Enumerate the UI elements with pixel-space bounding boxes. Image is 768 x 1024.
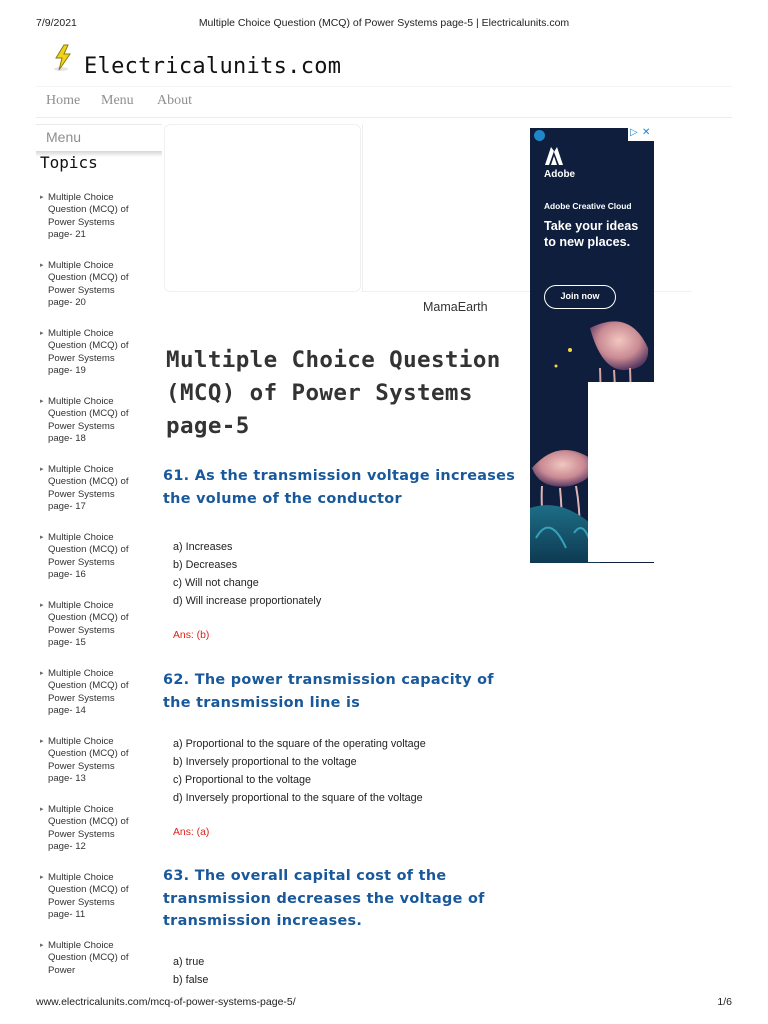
option: b) Inversely proportional to the voltage — [173, 756, 357, 768]
options-63 — [173, 953, 208, 989]
ad-choices-icon[interactable] — [534, 130, 545, 141]
bullet-icon: ▸ — [40, 602, 44, 609]
close-icon[interactable]: ✕ — [642, 128, 651, 138]
site-name[interactable]: Electricalunits.com — [84, 54, 342, 79]
option: a) true — [173, 956, 205, 968]
ad-brand: Adobe — [544, 169, 576, 180]
topic-link[interactable]: ▸ Multiple Choice Question (MCQ) of Power Systems page- 12 — [40, 804, 129, 853]
page-title: Multiple Choice Question (MCQ) of Power Systems page-5 — [166, 347, 501, 439]
sidebar-menu-toggle[interactable] — [36, 124, 162, 154]
question-61: 61. As the transmission voltage increases the volume of the conductor — [163, 468, 516, 507]
ad-controls[interactable] — [628, 128, 654, 141]
ad-caption[interactable]: MamaEarth — [423, 300, 488, 314]
option: b) Decreases — [173, 559, 238, 571]
top-navigation — [36, 86, 732, 118]
topic-link[interactable]: ▸ Multiple Choice Question (MCQ) of Power Systems page- 21 — [40, 192, 129, 241]
nav-home-link[interactable]: Home — [46, 93, 81, 108]
option: a) Increases — [173, 541, 233, 553]
adobe-logo-icon — [544, 146, 564, 170]
print-date: 7/9/2021 — [36, 17, 77, 29]
answer-62: Ans: (a) — [173, 827, 210, 838]
topic-link[interactable]: ▸ Multiple Choice Question (MCQ) of Power Systems page- 19 — [40, 328, 129, 377]
option: a) Proportional to the square of the operating voltage — [173, 738, 426, 750]
bullet-icon: ▸ — [40, 670, 44, 677]
print-page-title: Multiple Choice Question (MCQ) of Power Systems page-5 | Electricalunits.com — [198, 17, 570, 29]
page-number: 1/6 — [717, 996, 732, 1008]
page-url: www.electricalunits.com/mcq-of-power-systems-page-5/ — [36, 996, 296, 1008]
ad-notch — [588, 382, 658, 562]
lightning-bolt-icon[interactable] — [52, 44, 74, 72]
topic-link[interactable]: ▸ Multiple Choice Question (MCQ) of Power Systems page- 17 — [40, 464, 129, 513]
options-61 — [173, 538, 321, 610]
bullet-icon: ▸ — [40, 466, 44, 473]
bullet-icon: ▸ — [40, 738, 44, 745]
topic-link[interactable]: ▸ Multiple Choice Question (MCQ) of Power Systems page- 11 — [40, 872, 129, 921]
nav-about-link[interactable]: About — [157, 93, 192, 108]
print-header — [36, 17, 732, 31]
ad-headline: Take your ideas to new places. — [544, 219, 639, 249]
bullet-icon: ▸ — [40, 942, 44, 949]
option: b) false — [173, 974, 209, 986]
bullet-icon: ▸ — [40, 874, 44, 881]
option: d) Will increase proportionately — [173, 595, 322, 607]
bullet-icon: ▸ — [40, 330, 44, 337]
options-62 — [173, 735, 426, 807]
ad-product: Adobe Creative Cloud — [544, 201, 632, 211]
bullet-icon: ▸ — [40, 194, 44, 201]
print-footer — [36, 996, 732, 1010]
nav-menu-link[interactable]: Menu — [101, 93, 134, 108]
option: c) Will not change — [173, 577, 259, 589]
option: c) Proportional to the voltage — [173, 774, 312, 786]
topic-list — [40, 192, 136, 1008]
sidebar-menu-label: Menu — [46, 129, 82, 145]
bullet-icon: ▸ — [40, 262, 44, 269]
topic-link[interactable]: ▸ Multiple Choice Question (MCQ) of Power — [40, 940, 129, 976]
topic-link[interactable]: ▸ Multiple Choice Question (MCQ) of Power Systems page- 14 — [40, 668, 129, 717]
topic-link[interactable]: ▸ Multiple Choice Question (MCQ) of Power Systems page- 16 — [40, 532, 129, 581]
ad-slot-left[interactable] — [164, 124, 361, 292]
topic-link[interactable]: ▸ Multiple Choice Question (MCQ) of Power Systems page- 20 — [40, 260, 129, 309]
bullet-icon: ▸ — [40, 534, 44, 541]
topic-link[interactable]: ▸ Multiple Choice Question (MCQ) of Power Systems page- 13 — [40, 736, 129, 785]
bullet-icon: ▸ — [40, 806, 44, 813]
question-63: 63. The overall capital cost of the transmission decreases the voltage of transmission increases. — [163, 868, 485, 929]
ad-info-icon[interactable]: ▷ — [630, 128, 638, 138]
answer-61: Ans: (b) — [173, 630, 210, 641]
topics-heading: Topics — [40, 153, 98, 172]
question-62: 62. The power transmission capacity of the transmission line is — [163, 672, 494, 711]
topic-link[interactable]: ▸ Multiple Choice Question (MCQ) of Power Systems page- 15 — [40, 600, 129, 649]
join-now-button[interactable]: Join now — [544, 285, 616, 309]
option: d) Inversely proportional to the square of the voltage — [173, 792, 423, 804]
bullet-icon: ▸ — [40, 398, 44, 405]
topic-link[interactable]: ▸ Multiple Choice Question (MCQ) of Power Systems page- 18 — [40, 396, 129, 445]
